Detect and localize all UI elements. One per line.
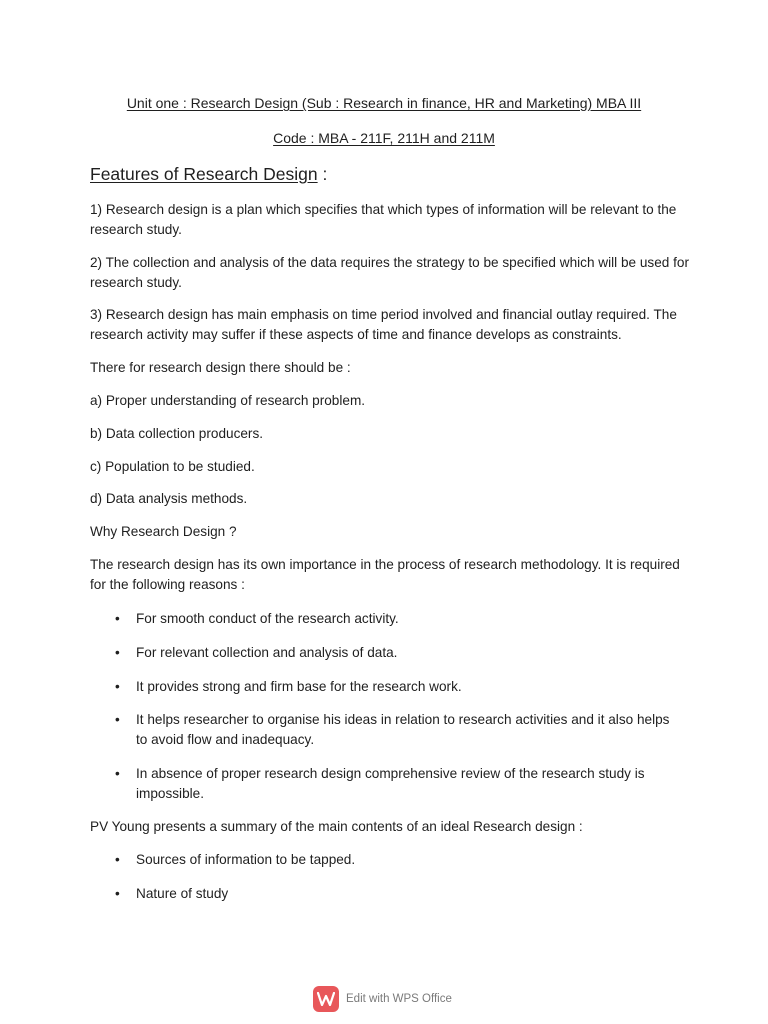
bullet-text: Nature of study	[136, 886, 229, 901]
paragraph-pv-young: PV Young presents a summary of the main contents of an ideal Research design :	[90, 819, 583, 834]
bullet-icon: •	[115, 679, 120, 694]
paragraph-why-heading: Why Research Design ?	[90, 524, 237, 539]
bullet-reason-3	[115, 677, 675, 697]
paragraph-feature-2: 2) The collection and analysis of the data requires the strategy to be specified which will be used for research study.	[90, 255, 689, 290]
bullet-reason-5	[115, 764, 675, 804]
bullet-icon: •	[115, 766, 120, 781]
bullet-reason-4	[115, 710, 675, 750]
bullet-reason-1	[115, 609, 675, 629]
bullet-icon: •	[115, 712, 120, 727]
bullet-text: For relevant collection and analysis of data.	[136, 645, 398, 660]
bullet-icon: •	[115, 852, 120, 867]
list-item-c: c) Population to be studied.	[90, 459, 255, 474]
paragraph-importance: The research design has its own importance in the process of research methodology. It is required for the following reasons :	[90, 557, 680, 592]
code-heading: Code : MBA - 211F, 211H and 211M	[273, 130, 495, 146]
paragraph-there-for: There for research design there should be :	[90, 360, 351, 375]
bullet-text: In absence of proper research design comprehensive review of the research study is impossible.	[136, 766, 645, 801]
wps-w-icon	[313, 986, 339, 1012]
unit-heading: Unit one : Research Design (Sub : Research in finance, HR and Marketing) MBA III	[126, 95, 642, 111]
wps-label: Edit with WPS Office	[346, 993, 452, 1005]
list-item-d: d) Data analysis methods.	[90, 491, 248, 506]
bullet-reason-2	[115, 643, 675, 663]
bullet-text: It provides strong and firm base for the research work.	[136, 679, 462, 694]
paragraph-feature-3: 3) Research design has main emphasis on time period involved and financial outlay required. The research activity may suffer if these aspects of time and finance develops as constraints.	[90, 307, 677, 342]
section-title	[90, 164, 327, 185]
list-item-b: b) Data collection producers.	[90, 426, 264, 441]
section-title-text: Features of Research Design	[90, 164, 318, 184]
bullet-content-2	[115, 884, 675, 904]
bullet-text: It helps researcher to organise his ideas in relation to research activities and it also helps to avoid flow and inadequacy.	[136, 712, 670, 747]
section-title-suffix: :	[317, 164, 328, 184]
bullet-text: Sources of information to be tapped.	[136, 852, 356, 867]
paragraph-feature-1: 1) Research design is a plan which specifies that which types of information will be relevant to the research study.	[90, 202, 677, 237]
bullet-icon: •	[115, 611, 120, 626]
bullet-icon: •	[115, 645, 120, 660]
bullet-content-1	[115, 850, 675, 870]
bullet-icon: •	[115, 886, 120, 901]
wps-w-glyph	[317, 992, 335, 1006]
list-item-a: a) Proper understanding of research problem.	[90, 393, 366, 408]
bullet-text: For smooth conduct of the research activity.	[136, 611, 399, 626]
edit-with-wps-link[interactable]	[313, 986, 452, 1012]
